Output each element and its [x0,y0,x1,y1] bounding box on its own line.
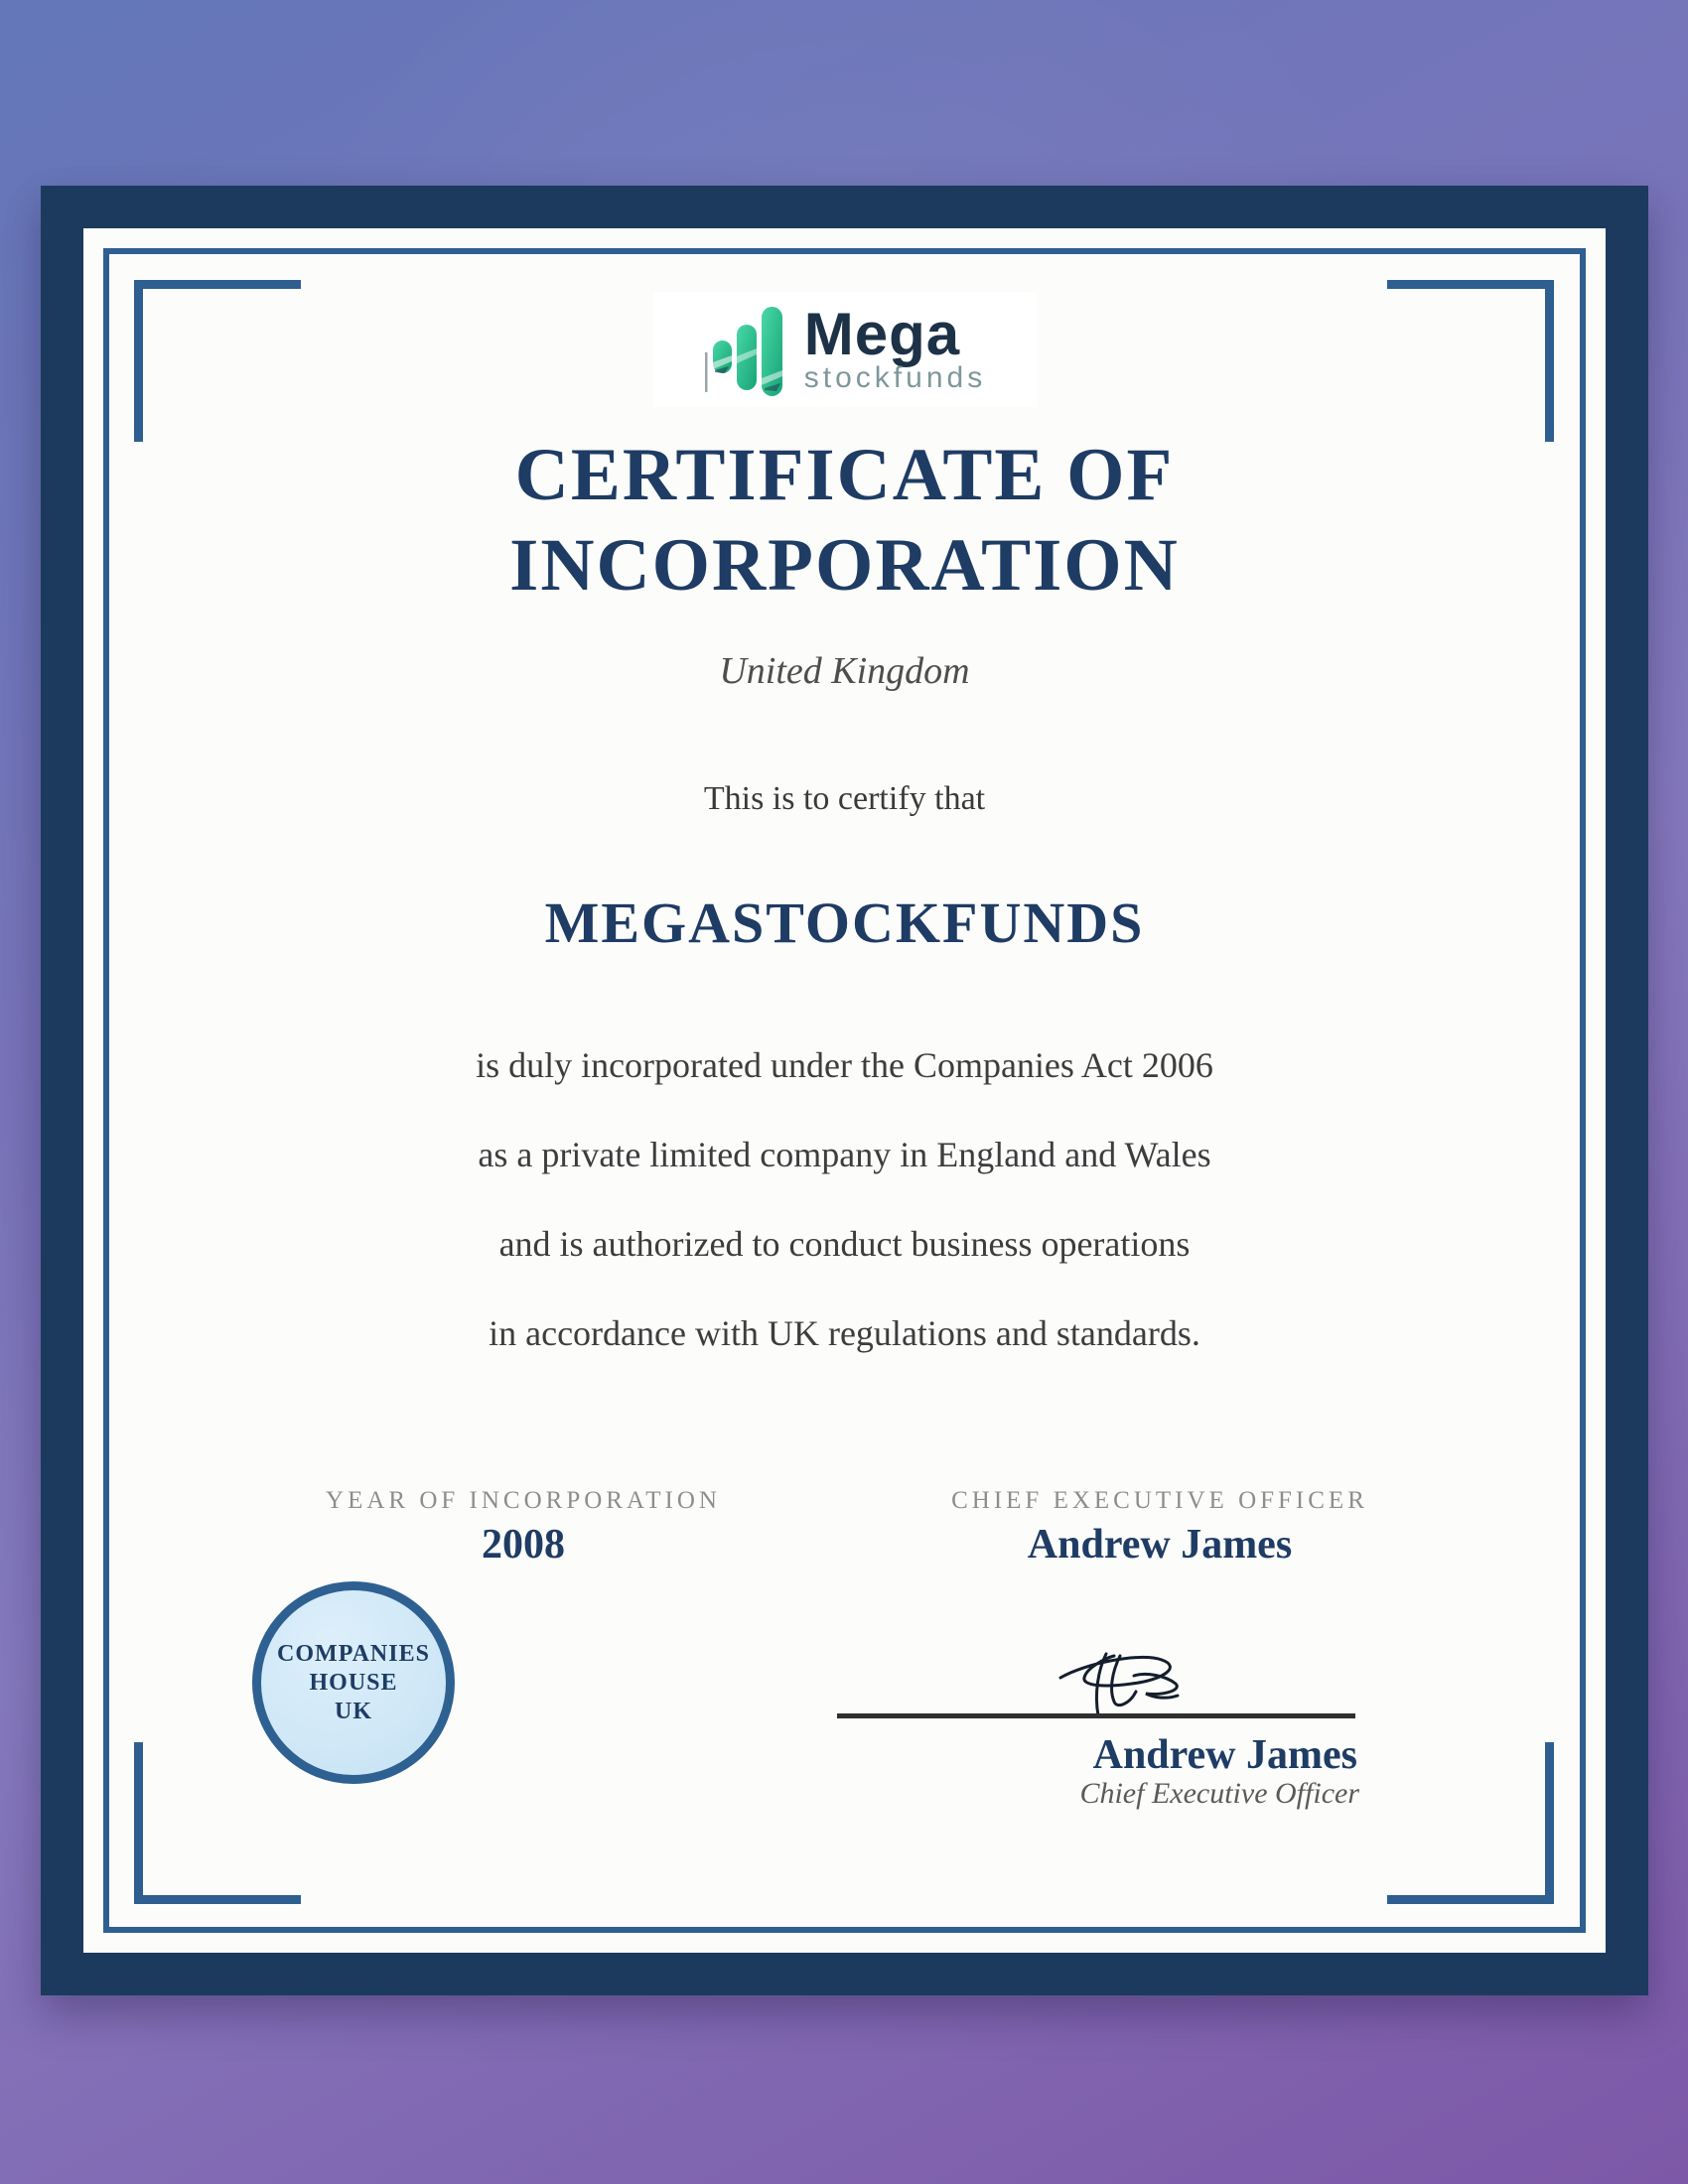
year-of-incorporation-label: YEAR OF INCORPORATION [326,1487,721,1514]
companies-house-seal [252,1581,455,1784]
company-name: MEGASTOCKFUNDS [544,890,1145,955]
chief-executive-officer-label: CHIEF EXECUTIVE OFFICER [951,1487,1368,1514]
signatory-name: Andrew James [1092,1732,1357,1778]
chief-executive-officer-value: Andrew James [1027,1522,1293,1568]
certificate-title-line2: INCORPORATION [509,524,1180,607]
body-text-line: is duly incorporated under the Companies Act 2006 [476,1045,1213,1085]
certificate-title [83,430,1606,611]
signature-scribble-icon [1055,1650,1190,1719]
logo-brand-text: Mega [803,301,961,367]
year-of-incorporation-value: 2008 [482,1522,565,1568]
certificate-card [41,186,1648,1995]
certificate-paper [83,228,1606,1953]
company-logo [653,292,1037,407]
country-subtitle: United Kingdom [719,650,970,692]
seal-text-line3: UK [335,1698,372,1724]
logo-wordmark [803,301,987,394]
corner-bracket-bottom-left [134,1742,301,1904]
body-text-line: in accordance with UK regulations and standards. [489,1313,1200,1353]
bar-chart-icon [703,301,788,398]
certify-line: This is to certify that [703,780,986,817]
corner-bracket-bottom-right [1387,1742,1554,1904]
logo-subbrand-text: stockfunds [803,361,987,394]
signature-line [837,1713,1355,1718]
corner-bracket-top-left [134,280,301,442]
body-text-line: as a private limited company in England and Wales [478,1135,1211,1174]
corner-bracket-top-right [1387,280,1554,442]
seal-text-line2: HOUSE [309,1669,398,1696]
signatory-title: Chief Executive Officer [1079,1777,1359,1810]
seal-text-line1: COMPANIES [277,1640,430,1667]
body-text-line: and is authorized to conduct business operations [498,1224,1191,1264]
certificate-title-line1: CERTIFICATE OF [514,434,1175,516]
